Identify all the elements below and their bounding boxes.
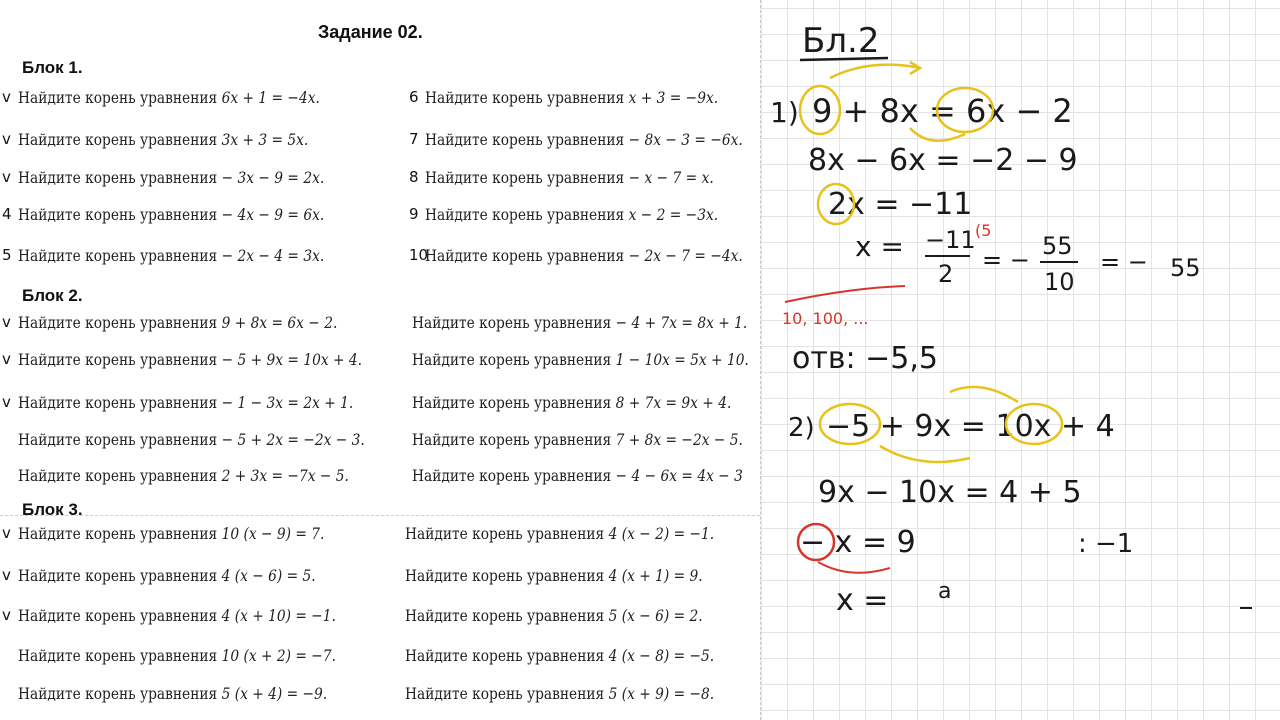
task-item [18,88,320,107]
handwritten-mark: v [2,168,11,186]
task-item [18,646,336,665]
handwritten-solution [760,0,1280,720]
svg-text:10: 10 [1044,268,1075,296]
answer-1: отв: −5,5 [792,341,939,376]
handwritten-mark: v [2,606,11,624]
red-note-5: (5 [975,221,992,240]
task-item [18,350,362,369]
task-item [405,646,714,665]
svg-text:55: 55 [1042,232,1073,260]
task-item [405,684,714,703]
task-item [18,566,316,585]
task-item [412,313,747,332]
block-heading: Блок 1. [22,58,83,77]
prob2-x: x = [836,583,889,618]
handwritten-mark: v [2,524,11,542]
task-equation: 2 + 3x = −7x − 5. [221,466,349,485]
task-prefix: Найдите корень уравнения [18,88,222,107]
task-equation: 3x + 3 = 5x. [221,130,309,149]
svg-text:55: 55 [1170,254,1201,282]
svg-text:2: 2 [938,260,954,288]
task-equation: − 2x − 4 = 3x. [221,246,325,265]
task-prefix: Найдите корень уравнения [412,393,616,412]
task-item [412,350,749,369]
handwritten-mark: v [2,88,11,106]
handwritten-mark: 6 [409,88,419,106]
task-equation: 1 − 10x = 5x + 10. [615,350,749,369]
task-prefix: Найдите корень уравнения [412,350,616,369]
task-prefix: Найдите корень уравнения [18,606,222,625]
task-equation: 4 (x − 2) = −1. [608,524,715,543]
task-equation: 4 (x − 8) = −5. [608,646,715,665]
task-equation: 10 (x − 9) = 7. [221,524,325,543]
task-prefix: Найдите корень уравнения [18,246,222,265]
task-equation: − x − 7 = x. [628,168,714,187]
task-prefix: Найдите корень уравнения [18,130,222,149]
prob2-divide: : −1 [1078,529,1134,559]
handwritten-mark: v [2,566,11,584]
task-prefix: Найдите корень уравнения [412,466,616,485]
task-prefix: Найдите корень уравнения [425,168,629,187]
board-heading: Бл.2 [802,21,880,61]
task-equation: − 5 + 9x = 10x + 4. [221,350,362,369]
task-equation: − 4x − 9 = 6x. [221,205,325,224]
task-item [18,168,324,187]
task-prefix: Найдите корень уравнения [18,350,222,369]
task-equation: − 4 + 7x = 8x + 1. [615,313,748,332]
task-item [18,393,353,412]
svg-text:= −: = − [982,246,1030,274]
handwritten-mark: 7 [409,130,419,148]
task-equation: 5 (x − 6) = 2. [608,606,703,625]
task-item [18,684,327,703]
task-equation: − 5 + 2x = −2x − 3. [221,430,365,449]
prob2-eq: −5 + 9x = 10x + 4 [826,409,1115,444]
task-item [425,88,718,107]
handwritten-mark: v [2,350,11,368]
task-equation: 10 (x + 2) = −7. [221,646,336,665]
task-prefix: Найдите корень уравнения [405,684,609,703]
handwritten-mark: 4 [2,205,12,223]
prob1-eq: 9 + 8x = 6x − 2 [812,92,1073,130]
task-prefix: Найдите корень уравнения [425,88,629,107]
handwritten-mark: v [2,393,11,411]
task-prefix: Найдите корень уравнения [405,646,609,665]
red-note-powers: 10, 100, ... [782,309,869,328]
task-item [18,313,337,332]
task-prefix: Найдите корень уравнения [412,430,616,449]
task-prefix: Найдите корень уравнения [18,646,222,665]
svg-text:= −: = − [1100,248,1148,276]
task-prefix: Найдите корень уравнения [425,130,629,149]
task-prefix: Найдите корень уравнения [425,246,629,265]
task-prefix: Найдите корень уравнения [425,205,629,224]
task-equation: 4 (x + 10) = −1. [221,606,336,625]
prob1-step3: 2x = −11 [828,187,973,222]
task-equation: − 1 − 3x = 2x + 1. [221,393,354,412]
task-prefix: Найдите корень уравнения [412,313,616,332]
yellow-arrow-4 [950,387,1018,402]
task-item [18,205,324,224]
task-item [405,524,714,543]
task-item [18,524,324,543]
handwritten-mark: 8 [409,168,419,186]
task-item [18,606,336,625]
block-heading: Блок 2. [22,286,83,305]
block-heading: Блок 3. [22,500,83,519]
yellow-arrow-3 [880,446,970,462]
red-arrow-1 [785,286,905,302]
handwritten-mark: v [2,313,11,331]
task-item [425,205,718,224]
task-equation: 8 + 7x = 9x + 4. [615,393,732,412]
task-item [18,466,349,485]
task-equation: 4 (x + 1) = 9. [608,566,703,585]
task-equation: 9 + 8x = 6x − 2. [221,313,338,332]
task-prefix: Найдите корень уравнения [18,524,222,543]
task-prefix: Найдите корень уравнения [405,524,609,543]
prob2-step3: − x = 9 [800,525,916,560]
handwritten-mark: 9 [409,205,419,223]
worksheet-title: Задание 02. [318,22,423,42]
handwritten-mark: 10 [409,246,429,264]
yellow-arrow-1 [830,65,920,78]
svg-text:x =: x = [855,230,904,263]
task-prefix: Найдите корень уравнения [18,566,222,585]
prob1-step2: 8x − 6x = −2 − 9 [808,143,1078,178]
task-item [18,246,324,265]
task-equation: x + 3 = −9x. [628,88,719,107]
task-equation: 5 (x + 9) = −8. [608,684,715,703]
task-item [425,246,743,265]
prob2-partial: а [938,579,952,604]
task-prefix: Найдите корень уравнения [18,430,222,449]
task-item [405,606,703,625]
task-prefix: Найдите корень уравнения [18,684,222,703]
section-separator [0,515,760,516]
task-equation: − 8x − 3 = −6x. [628,130,743,149]
task-equation: − 2x − 7 = −4x. [628,246,743,265]
task-prefix: Найдите корень уравнения [18,313,222,332]
handwritten-mark: 5 [2,246,12,264]
task-prefix: Найдите корень уравнения [405,566,609,585]
task-equation: 7 + 8x = −2x − 5. [615,430,743,449]
prob2-step2: 9x − 10x = 4 + 5 [818,475,1082,510]
task-item [405,566,703,585]
red-arrow-2 [818,562,890,573]
task-item [412,430,743,449]
task-equation: − 3x − 9 = 2x. [221,168,325,187]
prob1-num: 1) [770,96,799,129]
task-equation: 5 (x + 4) = −9. [221,684,328,703]
svg-text:−11: −11 [925,226,976,254]
task-prefix: Найдите корень уравнения [18,168,222,187]
task-item [425,168,714,187]
task-item [412,466,743,485]
task-prefix: Найдите корень уравнения [18,205,222,224]
task-item [425,130,743,149]
prob2-num: 2) [788,413,815,443]
task-item [412,393,731,412]
task-item [18,430,365,449]
task-equation: 6x + 1 = −4x. [221,88,320,107]
task-equation: − 4 − 6x = 4x − 3 [615,466,743,485]
task-prefix: Найдите корень уравнения [18,393,222,412]
task-item [18,130,308,149]
task-prefix: Найдите корень уравнения [18,466,222,485]
handwritten-mark: v [2,130,11,148]
task-prefix: Найдите корень уравнения [405,606,609,625]
task-equation: 4 (x − 6) = 5. [221,566,316,585]
task-equation: x − 2 = −3x. [628,205,719,224]
